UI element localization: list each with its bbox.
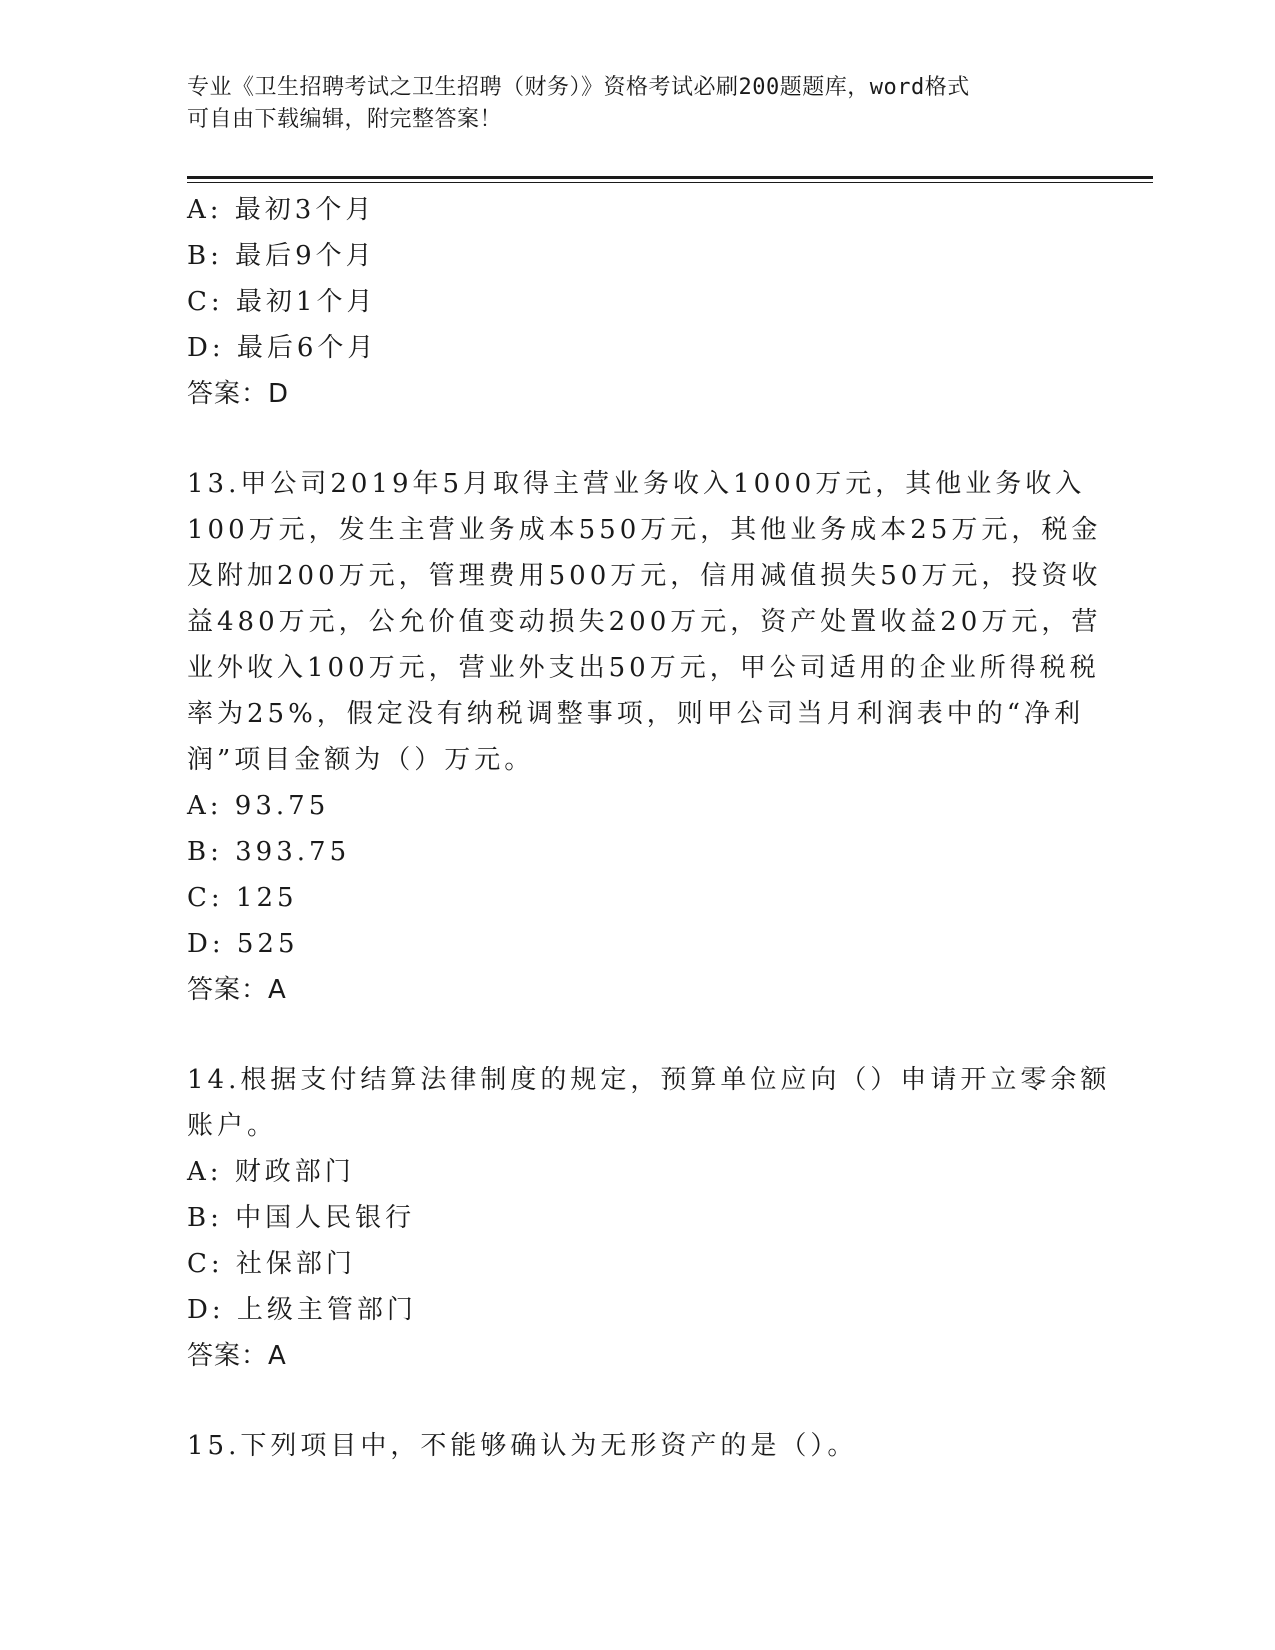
header-rule-thick: [187, 176, 1153, 179]
option-d: D: 525: [187, 929, 299, 959]
option-b: B: 中国人民银行: [187, 1203, 416, 1233]
option-a: A: 最初3个月: [187, 195, 376, 225]
spacer: [187, 1013, 1087, 1057]
question-text-line: 及附加200万元，管理费用500万元，信用减值损失50万元，投资收: [187, 561, 1102, 591]
question-text-line: 100万元，发生主营业务成本550万元，其他业务成本25万元，税金: [187, 515, 1102, 545]
question-text-line: 13.甲公司2019年5月取得主营业务收入1000万元，其他业务收入: [187, 469, 1086, 499]
option-d: D: 上级主管部门: [187, 1295, 417, 1325]
header-rule-thin: [187, 182, 1153, 183]
question-14-block: [187, 1057, 1111, 1379]
answer-line: 答案：A: [187, 1341, 287, 1371]
option-b: B: 最后9个月: [187, 241, 376, 271]
answer-line: 答案：A: [187, 975, 287, 1005]
option-c: C: 最初1个月: [187, 287, 377, 317]
question-text-line: 业外收入100万元，营业外支出50万元，甲公司适用的企业所得税税: [187, 653, 1100, 683]
question-text-line: 账户。: [187, 1111, 278, 1141]
question-text-line: 14.根据支付结算法律制度的规定，预算单位应向（）申请开立零余额: [187, 1065, 1111, 1095]
spacer: [187, 1379, 1087, 1423]
header-line-1: 专业《卫生招聘考试之卫生招聘（财务）》资格考试必刷200题题库，word格式: [187, 75, 970, 100]
option-b: B: 393.75: [187, 837, 351, 867]
option-d: D: 最后6个月: [187, 333, 378, 363]
option-c: C: 社保部门: [187, 1249, 356, 1279]
document-header: [187, 72, 1067, 136]
option-a: A: 93.75: [187, 791, 330, 821]
question-12-block: [187, 187, 1087, 417]
option-c: C: 125: [187, 883, 298, 913]
question-text-line: 益480万元，公允价值变动损失200万元，资产处置收益20万元，营: [187, 607, 1102, 637]
question-15-block: [187, 1423, 1087, 1469]
question-text-line: 率为25%，假定没有纳税调整事项，则甲公司当月利润表中的“净利: [187, 699, 1085, 729]
option-a: A: 财政部门: [187, 1157, 355, 1187]
question-content: [187, 187, 1111, 1469]
answer-line: 答案：D: [187, 379, 290, 409]
header-line-2: 可自由下载编辑，附完整答案！: [187, 107, 503, 132]
question-text-line: 润”项目金额为（）万元。: [187, 745, 535, 775]
spacer: [187, 417, 1087, 461]
question-text-line: 15.下列项目中，不能够确认为无形资产的是（）。: [187, 1431, 858, 1461]
question-13-block: [187, 461, 1102, 1013]
